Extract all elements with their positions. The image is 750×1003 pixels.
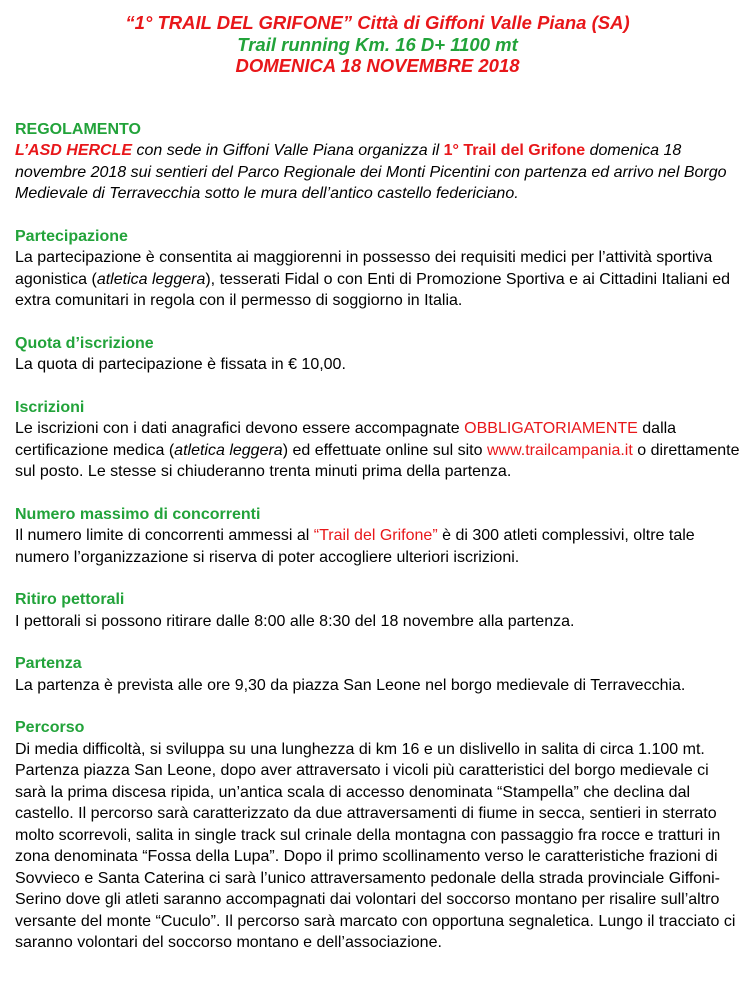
section-regolamento: [15, 119, 740, 205]
event-name: “Trail del Grifone”: [313, 527, 438, 544]
document-header: [15, 12, 740, 77]
section-text: La partecipazione è consentita ai maggiorenni in possesso dei requisiti medici per l’attività sportiva agonistica (atletica leggera), tesserati Fidal o con Enti di Promozione Sportiva e ai Cittadini Italiani ed extra comunitari in regola con il permesso di soggiorno in Italia.: [15, 249, 731, 309]
event-title: “1° TRAIL DEL GRIFONE” Città di Giffoni Valle Piana (SA): [125, 12, 630, 33]
section-title: Percorso: [15, 719, 85, 736]
section-partenza: [15, 653, 740, 696]
section-title: Numero massimo di concorrenti: [15, 505, 261, 523]
section-partecipazione: [15, 226, 740, 312]
section-text: I pettorali si possono ritirare dalle 8:00 alle 8:30 del 18 novembre alla partenza.: [15, 612, 575, 630]
website-link[interactable]: www.trailcampania.it: [486, 441, 633, 459]
section-text: L’ASD HERCLE con sede in Giffoni Valle Piana organizza il 1° Trail del Grifone domenica 18 novembre 2018 sui sentieri del Parco Regionale dei Monti Picentini con partenza ed arrivo nel Borgo Medievale di Terravecchia sotto le mura dell’antico castello federiciano.: [15, 142, 727, 202]
organizer-name: L’ASD HERCLE: [15, 142, 137, 159]
section-title: Partenza: [15, 655, 82, 672]
section-text: Di media difficoltà, si sviluppa su una lunghezza di km 16 e un dislivello in salita di circa 1.100 mt. Partenza piazza San Leone, dopo aver attraversato i vicoli più caratteristici del borgo medievale ci sarà la prima discesa ripida, un’antica scala di accesso denominata “Stampella” che declina dal castello. Il percorso sarà caratterizzato da due attraversamenti di fiume in secca, sentieri in sterrato molto scorrevoli, salita in single track sul crinale della montagna con passaggio fra rocce e tratturi in zona denominata “Fossa della Lupa”. Dopo il primo scollinamento verso le caratteristiche frazioni di Sovvieco e Santa Caterina ci sarà l’unico attraversamento pedonale della strada provinciale Giffoni-Serino dove gli atleti saranno accompagnati dai volontari del soccorso montano per risalire sull’altro versante del monte “Cuculo”. Il percorso sarà marcato con opportuna segnaletica. Lungo il tracciato ci saranno volontari del soccorso montano e dell’associazione.: [15, 740, 736, 951]
section-title: Quota d’iscrizione: [15, 334, 154, 352]
event-name: 1° Trail del Grifone: [443, 142, 586, 159]
section-iscrizioni: [15, 397, 740, 483]
section-numero-massimo: [15, 504, 740, 569]
section-text: La quota di partecipazione è fissata in € 10,00.: [15, 356, 346, 373]
section-text: Le iscrizioni con i dati anagrafici devono essere accompagnate OBBLIGATORIAMENTE dalla certificazione medica (atletica leggera) ed effettuate online sul sito www.trailcampania.it o direttamente sul posto. Le stesse si chiuderanno trenta minuti prima della partenza.: [15, 420, 740, 480]
event-subtitle: Trail running Km. 16 D+ 1100 mt: [237, 33, 518, 55]
section-title: Ritiro pettorali: [15, 591, 125, 608]
mandatory-label: OBBLIGATORIAMENTE: [464, 420, 638, 437]
section-text: La partenza è prevista alle ore 9,30 da piazza San Leone nel borgo medievale di Terravecchia.: [15, 676, 686, 694]
section-title: Iscrizioni: [15, 398, 85, 416]
section-percorso: [15, 717, 740, 954]
event-date: DOMENICA 18 NOVEMBRE 2018: [235, 55, 520, 76]
section-text: Il numero limite di concorrenti ammessi al “Trail del Grifone” è di 300 atleti complessivi, oltre tale numero l’organizzazione si riserva di poter accogliere ulteriori iscrizioni.: [15, 527, 695, 566]
section-ritiro-pettorali: [15, 589, 740, 632]
section-quota: [15, 333, 740, 376]
document-page: [15, 12, 740, 954]
section-title: REGOLAMENTO: [15, 120, 141, 138]
section-title: Partecipazione: [15, 227, 128, 245]
